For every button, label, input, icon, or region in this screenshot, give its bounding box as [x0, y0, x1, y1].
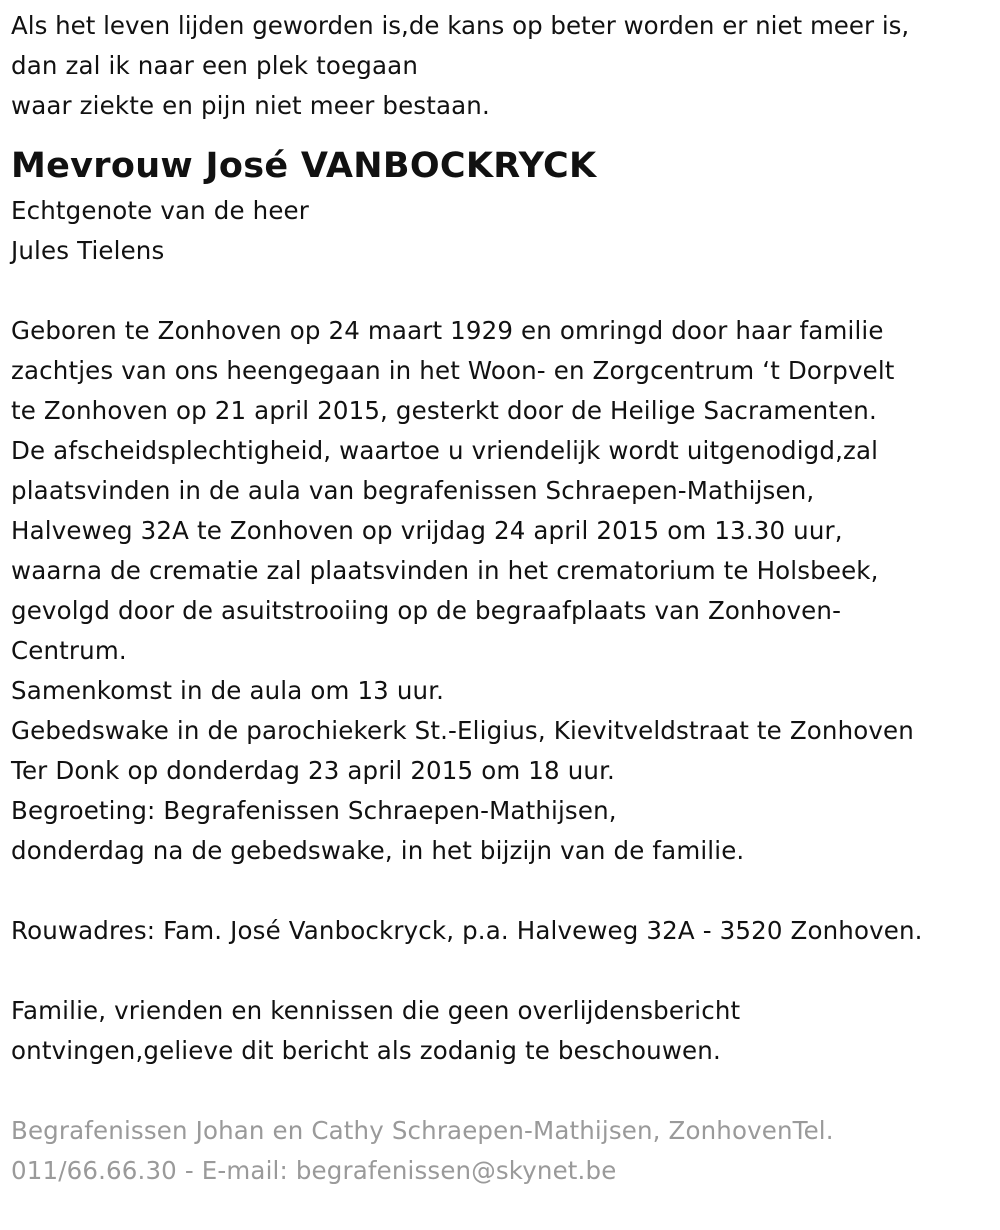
poem-line: dan zal ik naar een plek toegaan [11, 51, 418, 80]
footer-line: Begrafenissen Johan en Cathy Schraepen-Mathijsen, ZonhovenTel. [11, 1116, 834, 1145]
details-line: gevolgd door de asuitstrooiing op de begraafplaats van Zonhoven- [11, 596, 842, 625]
spouse-line: Jules Tielens [11, 236, 165, 265]
details-line: Geboren te Zonhoven op 24 maart 1929 en omringd door haar familie [11, 316, 884, 345]
details-line: Centrum. [11, 636, 127, 665]
details-line: Halveweg 32A te Zonhoven op vrijdag 24 april 2015 om 13.30 uur, [11, 516, 843, 545]
details-paragraph [11, 311, 991, 871]
notice-line: ontvingen,gelieve dit bericht als zodanig te beschouwen. [11, 1036, 721, 1065]
details-line: te Zonhoven op 21 april 2015, gesterkt door de Heilige Sacramenten. [11, 396, 877, 425]
spacer [11, 1071, 991, 1111]
spacer [11, 871, 991, 911]
poem-line: Als het leven lijden geworden is,de kans op beter worden er niet meer is, [11, 11, 910, 40]
details-line: donderdag na de gebedswake, in het bijzijn van de familie. [11, 836, 745, 865]
spouse-line: Echtgenote van de heer [11, 196, 309, 225]
footer-line: 011/66.66.30 - E-mail: begrafenissen@skynet.be [11, 1156, 617, 1185]
poem [11, 6, 991, 126]
details-line: Ter Donk op donderdag 23 april 2015 om 18 uur. [11, 756, 615, 785]
spacer [11, 951, 991, 991]
details-line: Samenkomst in de aula om 13 uur. [11, 676, 445, 705]
mourning-address: Rouwadres: Fam. José Vanbockryck, p.a. Halveweg 32A - 3520 Zonhoven. [11, 916, 923, 945]
notice-line: Familie, vrienden en kennissen die geen overlijdensbericht [11, 996, 741, 1025]
details-line: zachtjes van ons heengegaan in het Woon- en Zorgcentrum ‘t Dorpvelt [11, 356, 895, 385]
funeral-home-footer [11, 1111, 991, 1191]
poem-line: waar ziekte en pijn niet meer bestaan. [11, 91, 490, 120]
deceased-name: Mevrouw José VANBOCKRYCK [11, 146, 597, 186]
details-line: plaatsvinden in de aula van begrafenissen Schraepen-Mathijsen, [11, 476, 815, 505]
notice-paragraph [11, 991, 991, 1071]
details-line: De afscheidsplechtigheid, waartoe u vriendelijk wordt uitgenodigd,zal [11, 436, 879, 465]
details-line: waarna de crematie zal plaatsvinden in het crematorium te Holsbeek, [11, 556, 879, 585]
death-notice [11, 6, 991, 1191]
spacer [11, 271, 991, 311]
details-line: Gebedswake in de parochiekerk St.-Eligius, Kievitveldstraat te Zonhoven [11, 716, 914, 745]
details-line: Begroeting: Begrafenissen Schraepen-Mathijsen, [11, 796, 617, 825]
spouse-info [11, 191, 991, 271]
